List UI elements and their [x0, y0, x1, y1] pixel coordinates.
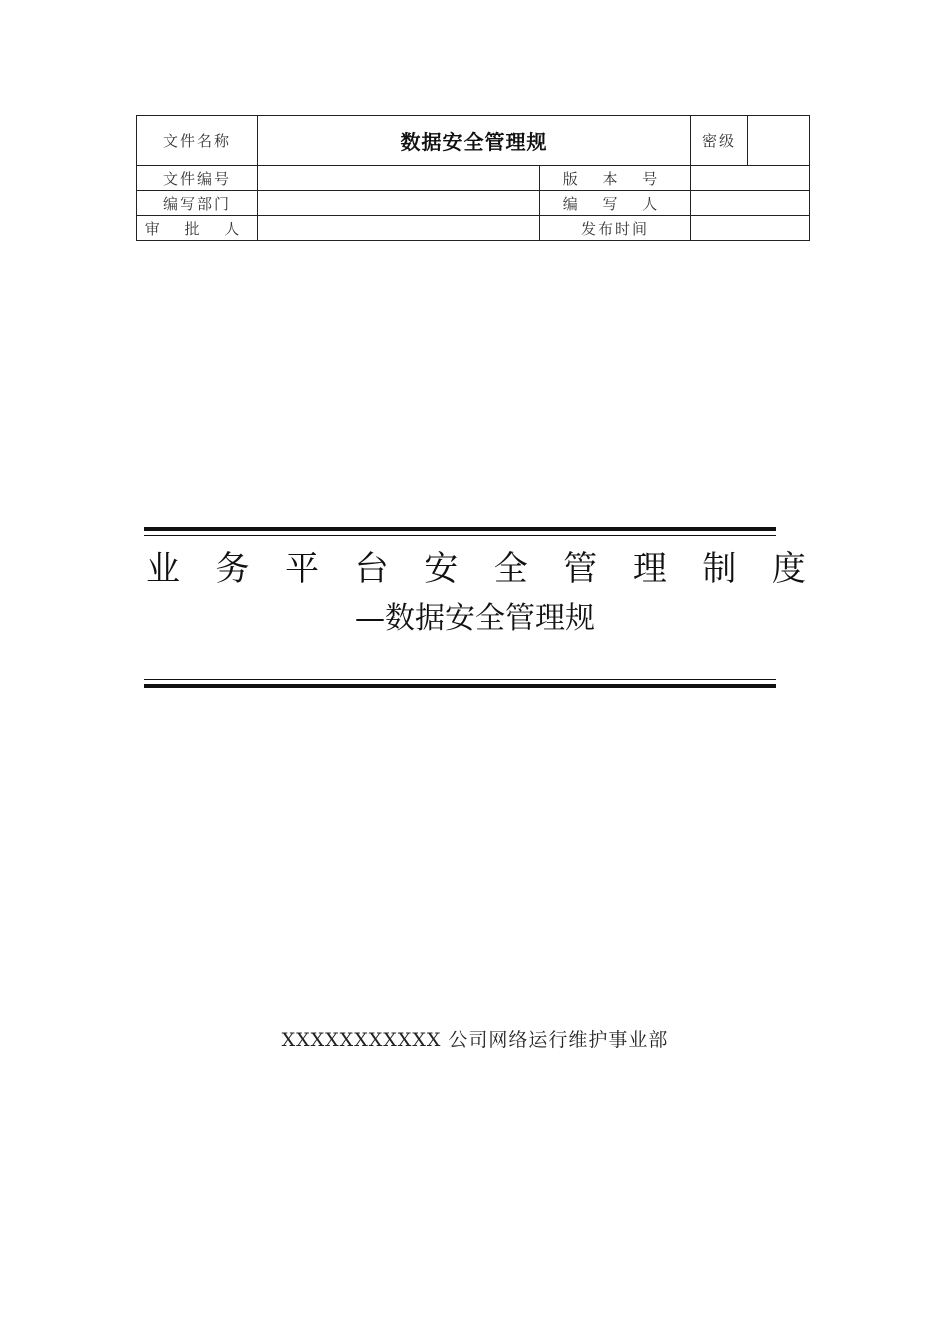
version-value	[691, 166, 810, 191]
security-level-value	[748, 116, 810, 166]
main-title-char: 平	[285, 549, 320, 589]
security-level-label: 密级	[691, 116, 748, 166]
top-rule-thin	[144, 535, 776, 536]
version-label: 版 本 号	[540, 166, 691, 191]
info-row-approver	[137, 216, 810, 241]
file-name-label: 文件名称	[137, 116, 258, 166]
department-label: 编写部门	[137, 191, 258, 216]
main-title-char: 管	[563, 549, 598, 589]
bottom-rule-thick	[144, 684, 776, 688]
author-label: 编 写 人	[540, 191, 691, 216]
main-title-char: 度	[771, 549, 806, 589]
author-value	[691, 191, 810, 216]
file-name-value: 数据安全管理规	[258, 116, 691, 166]
release-time-value	[691, 216, 810, 241]
main-title-char: 业	[146, 549, 180, 589]
main-title-char: 全	[493, 549, 528, 589]
document-info-table	[136, 115, 810, 241]
file-number-value	[258, 166, 540, 191]
release-time-label: 发布时间	[540, 216, 691, 241]
approver-label: 审 批 人	[137, 216, 258, 241]
info-row-file-name	[137, 116, 810, 166]
department-value	[258, 191, 540, 216]
main-title-char: 安	[424, 549, 459, 589]
footer-organization: XXXXXXXXXXX 公司网络运行维护事业部	[281, 1029, 669, 1051]
subtitle: —数据安全管理规	[355, 601, 595, 636]
info-row-department	[137, 191, 810, 216]
main-title	[146, 547, 806, 591]
top-rule-thick	[144, 527, 776, 531]
approver-value	[258, 216, 540, 241]
main-title-char: 制	[702, 549, 737, 589]
bottom-rule-thin	[144, 679, 776, 680]
main-title-char: 台	[354, 549, 389, 589]
info-row-file-number	[137, 166, 810, 191]
main-title-char: 务	[215, 549, 250, 589]
file-number-label: 文件编号	[137, 166, 258, 191]
main-title-char: 理	[632, 549, 667, 589]
